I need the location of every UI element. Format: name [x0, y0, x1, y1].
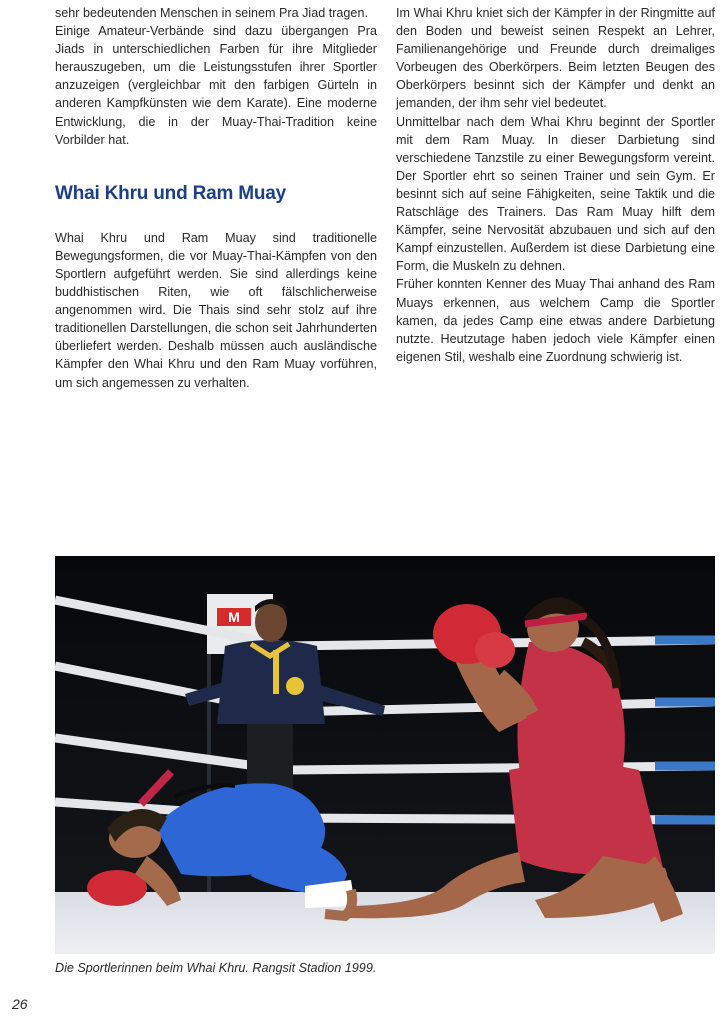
section-heading: Whai Khru und Ram Muay: [55, 182, 286, 204]
page-number: 26: [12, 996, 28, 1012]
paragraph-ram-muay: Unmittelbar nach dem Whai Khru beginnt der Sportler mit dem Ram Muay. In dieser Darbietung sind verschiedene Tanzstile zu einer Bewegungsform vereint. Der Sportler ehrt so seinen Trainer und sein Gym. Er besinnt sich auf seine Fähigkeiten, seine Taktik und die Ratschläge des Trainers. Das Ram Muay hilft dem Kämpfer, seine Nervosität abzubauen und sich auf den Kampf einzustellen. Außerdem ist diese Darbietung eine Form, die Muskeln zu dehnen.: [396, 114, 715, 274]
photo-illustration: [55, 556, 715, 954]
photo-caption: Die Sportlerinnen beim Whai Khru. Rangsit Stadion 1999.: [55, 961, 377, 975]
paragraph-intro: sehr bedeutenden Menschen in seinem Pra Jiad tragen.: [55, 6, 368, 20]
paragraph-amateur-verbaende: Einige Amateur-Verbände sind dazu übergangen Pra Jiads in unterschiedlichen Farben für ihre Mitglieder herauszugeben, um die Leistungsstufen ihrer Sportler anzuzeigen (vergleichbar mit den farbigen Gürteln in anderen Kampfkünsten wie dem Karate). Eine moderne Entwicklung, die in der Muay-Thai-Tradition keine Vorbilder hat.: [55, 24, 377, 147]
left-column: [55, 4, 377, 392]
paragraph-whai-khru: Im Whai Khru kniet sich der Kämpfer in der Ringmitte auf den Boden und beweist seinen Respekt an Lehrer, Familienangehörige und Freunde durch dreimaliges Vorbeugen des Oberkörpers. Beim letzten Beugen des Oberkörpers besinnt sich der Kämpfer und denkt an jemanden, der ihm sehr viel bedeutet.: [396, 6, 715, 111]
paragraph-whai-khru-ram-muay: Whai Khru und Ram Muay sind traditionelle Bewegungsformen, die vor Muay-Thai-Kämpfen von den Sportlern aufgeführt werden. Sie sind allerdings keine buddhistischen Riten, wie oft fälschlicherweise angenommen wird. Die Thais sind sehr stolz auf ihre traditionellen Darstellungen, die schon seit Jahrhunderten überliefert werden. Deshalb müssen auch ausländische Kämpfer den Whai Khru und den Ram Muay vorführen, um sich angemessen zu verhalten.: [55, 230, 377, 390]
sponsor-sign-text: M: [228, 609, 240, 625]
paragraph-frueher: Früher konnten Kenner des Muay Thai anhand des Ram Muays erkennen, aus welchem Camp die Sportler kamen, da jedes Camp eine etwas andere Darbietung nutzte. Heutzutage haben jedoch viele Kämpfer einen eigenen Stil, weshalb eine Zuordnung schwierig ist.: [396, 277, 715, 364]
right-column: [396, 4, 715, 366]
boxing-ring-photo: [55, 556, 715, 954]
